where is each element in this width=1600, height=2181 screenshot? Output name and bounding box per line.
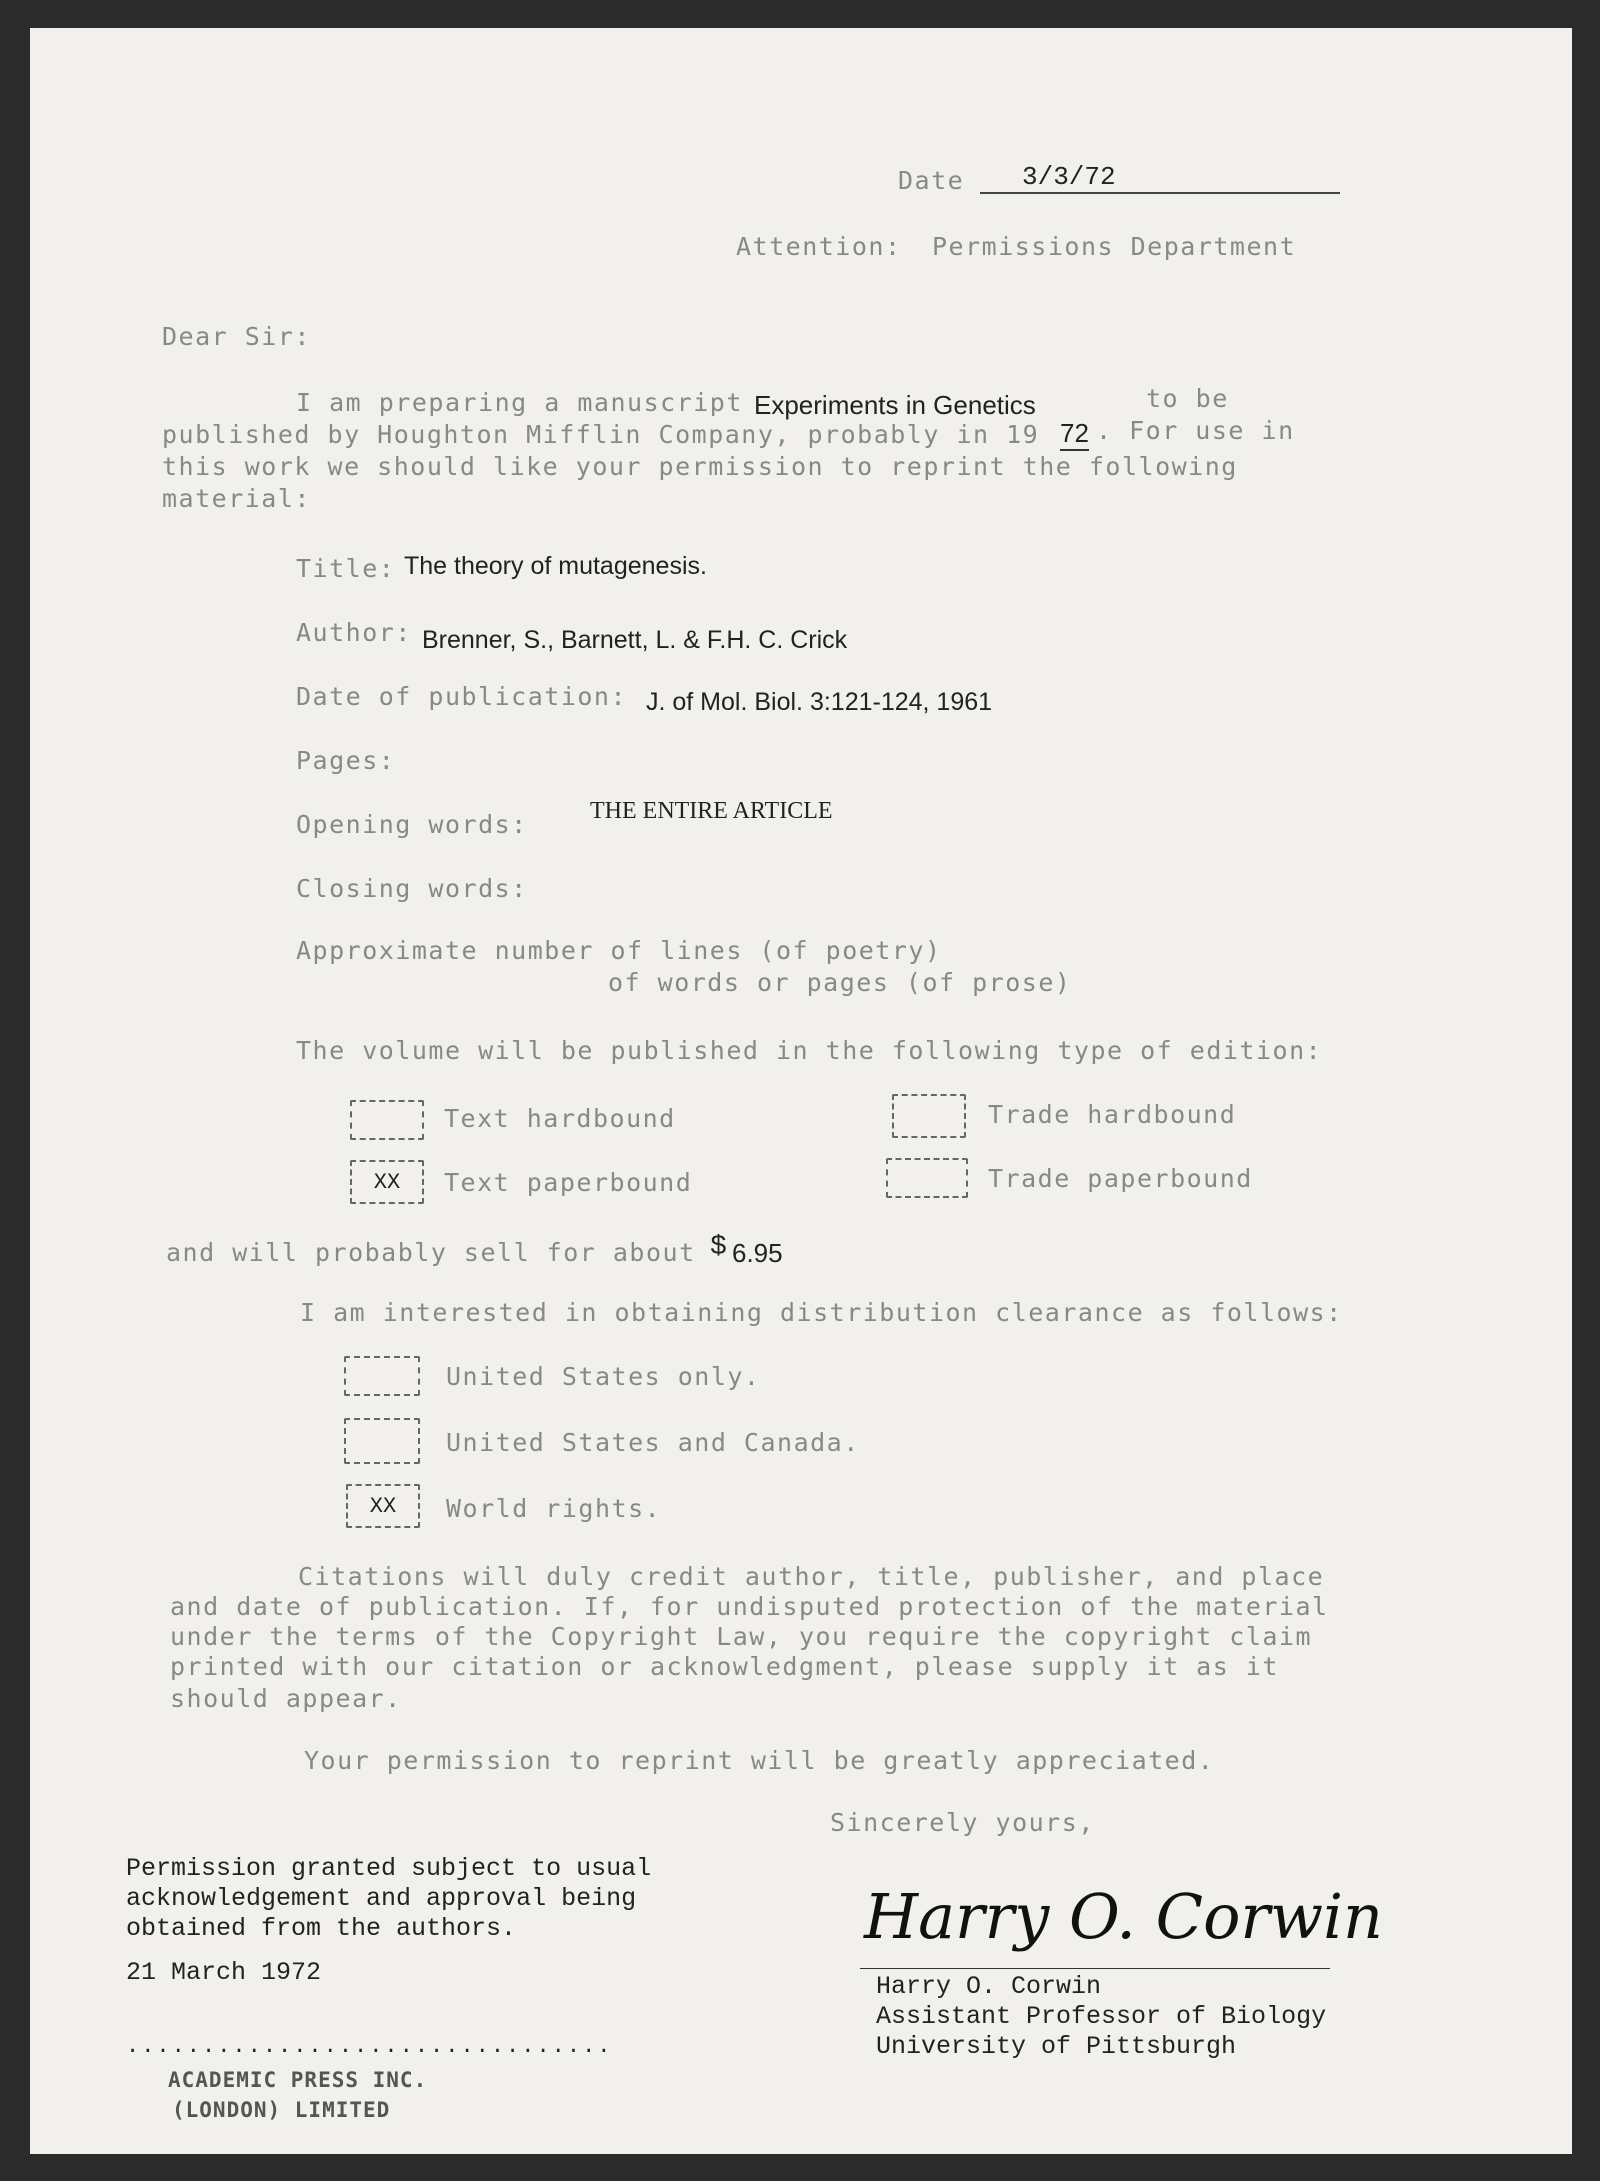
closing-salutation: Sincerely yours, [830, 1808, 1095, 1837]
title-label: Title: [296, 554, 396, 583]
intro-line3: this work we should like your permission to reprint the following [162, 452, 1238, 481]
permission-line2: acknowledgement and approval being [126, 1884, 637, 1913]
citations-line3: under the terms of the Copyright Law, you require the copyright claim [170, 1622, 1313, 1651]
checkbox-us-only[interactable] [344, 1356, 420, 1396]
year-suffix: 72 [1060, 418, 1089, 451]
publisher-stamp-line1: ACADEMIC PRESS INC. [168, 2068, 428, 2092]
handwritten-signature: Harry O. Corwin [864, 1880, 1383, 1953]
author-label: Author: [296, 618, 412, 647]
price-value: 6.95 [732, 1238, 783, 1268]
option-us-canada: United States and Canada. [446, 1428, 860, 1457]
citations-line5: should appear. [170, 1684, 402, 1713]
letter-sheet [30, 28, 1572, 2154]
date-value: 3/3/72 [1022, 162, 1116, 192]
price-currency: $ [710, 1232, 727, 1263]
permission-line1: Permission granted subject to usual [126, 1854, 652, 1883]
title-value: The theory of mutagenesis. [404, 552, 707, 580]
signer-title: Assistant Professor of Biology [876, 2002, 1327, 2031]
citations-line1: Citations will duly credit author, title, publisher, and place [298, 1562, 1325, 1591]
opening-label: Opening words: [296, 810, 528, 839]
option-trade-paperbound: Trade paperbound [988, 1164, 1253, 1193]
checkbox-trade-hardbound[interactable] [892, 1094, 966, 1138]
intro-line4: material: [162, 484, 311, 513]
option-text-hardbound: Text hardbound [444, 1104, 676, 1133]
option-world-rights: World rights. [446, 1494, 662, 1523]
signer-name: Harry O. Corwin [876, 1972, 1102, 2001]
citations-line2: and date of publication. If, for undisputed protection of the material [170, 1592, 1329, 1621]
signer-institution: University of Pittsburgh [876, 2032, 1237, 2061]
edition-heading: The volume will be published in the following type of edition: [296, 1036, 1323, 1065]
intro-line1-end: to be [1146, 384, 1229, 413]
signature-line [860, 1968, 1330, 1969]
opening-value: THE ENTIRE ARTICLE [590, 798, 833, 824]
checkbox-world-rights[interactable]: XX [346, 1484, 420, 1528]
checkbox-us-canada[interactable] [344, 1418, 420, 1464]
approx-line1: Approximate number of lines (of poetry) [296, 936, 942, 965]
checkbox-trade-paperbound[interactable] [886, 1158, 968, 1198]
intro-line2-end: . For use in [1096, 416, 1295, 445]
permission-date: 21 March 1972 [126, 1958, 322, 1987]
intro-line2-start: published by Houghton Mifflin Company, probably in 19 [162, 420, 1040, 449]
attention-value: Permissions Department [932, 232, 1297, 261]
attention-label: Attention: [736, 232, 902, 261]
date-underline [980, 192, 1340, 194]
pages-label: Pages: [296, 746, 396, 775]
author-value: Brenner, S., Barnett, L. & F.H. C. Crick [422, 626, 848, 654]
approx-line2: of words or pages (of prose) [608, 968, 1072, 997]
salutation: Dear Sir: [162, 322, 311, 351]
book-title: Experiments in Genetics [754, 390, 1036, 420]
option-us-only: United States only. [446, 1362, 761, 1391]
closing-label: Closing words: [296, 874, 528, 903]
permission-line3: obtained from the authors. [126, 1914, 517, 1943]
option-trade-hardbound: Trade hardbound [988, 1100, 1237, 1129]
date-pub-label: Date of publication: [296, 682, 628, 711]
citations-line4: printed with our citation or acknowledgment, please supply it as it [170, 1652, 1279, 1681]
checkbox-text-paperbound[interactable]: XX [350, 1160, 424, 1204]
signature-dots: ................................ [126, 2034, 613, 2059]
checkbox-text-hardbound[interactable] [350, 1100, 424, 1140]
option-text-paperbound: Text paperbound [444, 1168, 693, 1197]
publisher-stamp-line2: (LONDON) LIMITED [172, 2098, 391, 2122]
intro-line1-start: I am preparing a manuscript [296, 388, 743, 417]
price-label: and will probably sell for about [166, 1238, 696, 1267]
date-label: Date [898, 166, 965, 195]
distribution-heading: I am interested in obtaining distribution clearance as follows: [300, 1298, 1343, 1327]
appreciation: Your permission to reprint will be greatly appreciated. [304, 1746, 1215, 1775]
date-pub-value: J. of Mol. Biol. 3:121-124, 1961 [646, 688, 993, 716]
